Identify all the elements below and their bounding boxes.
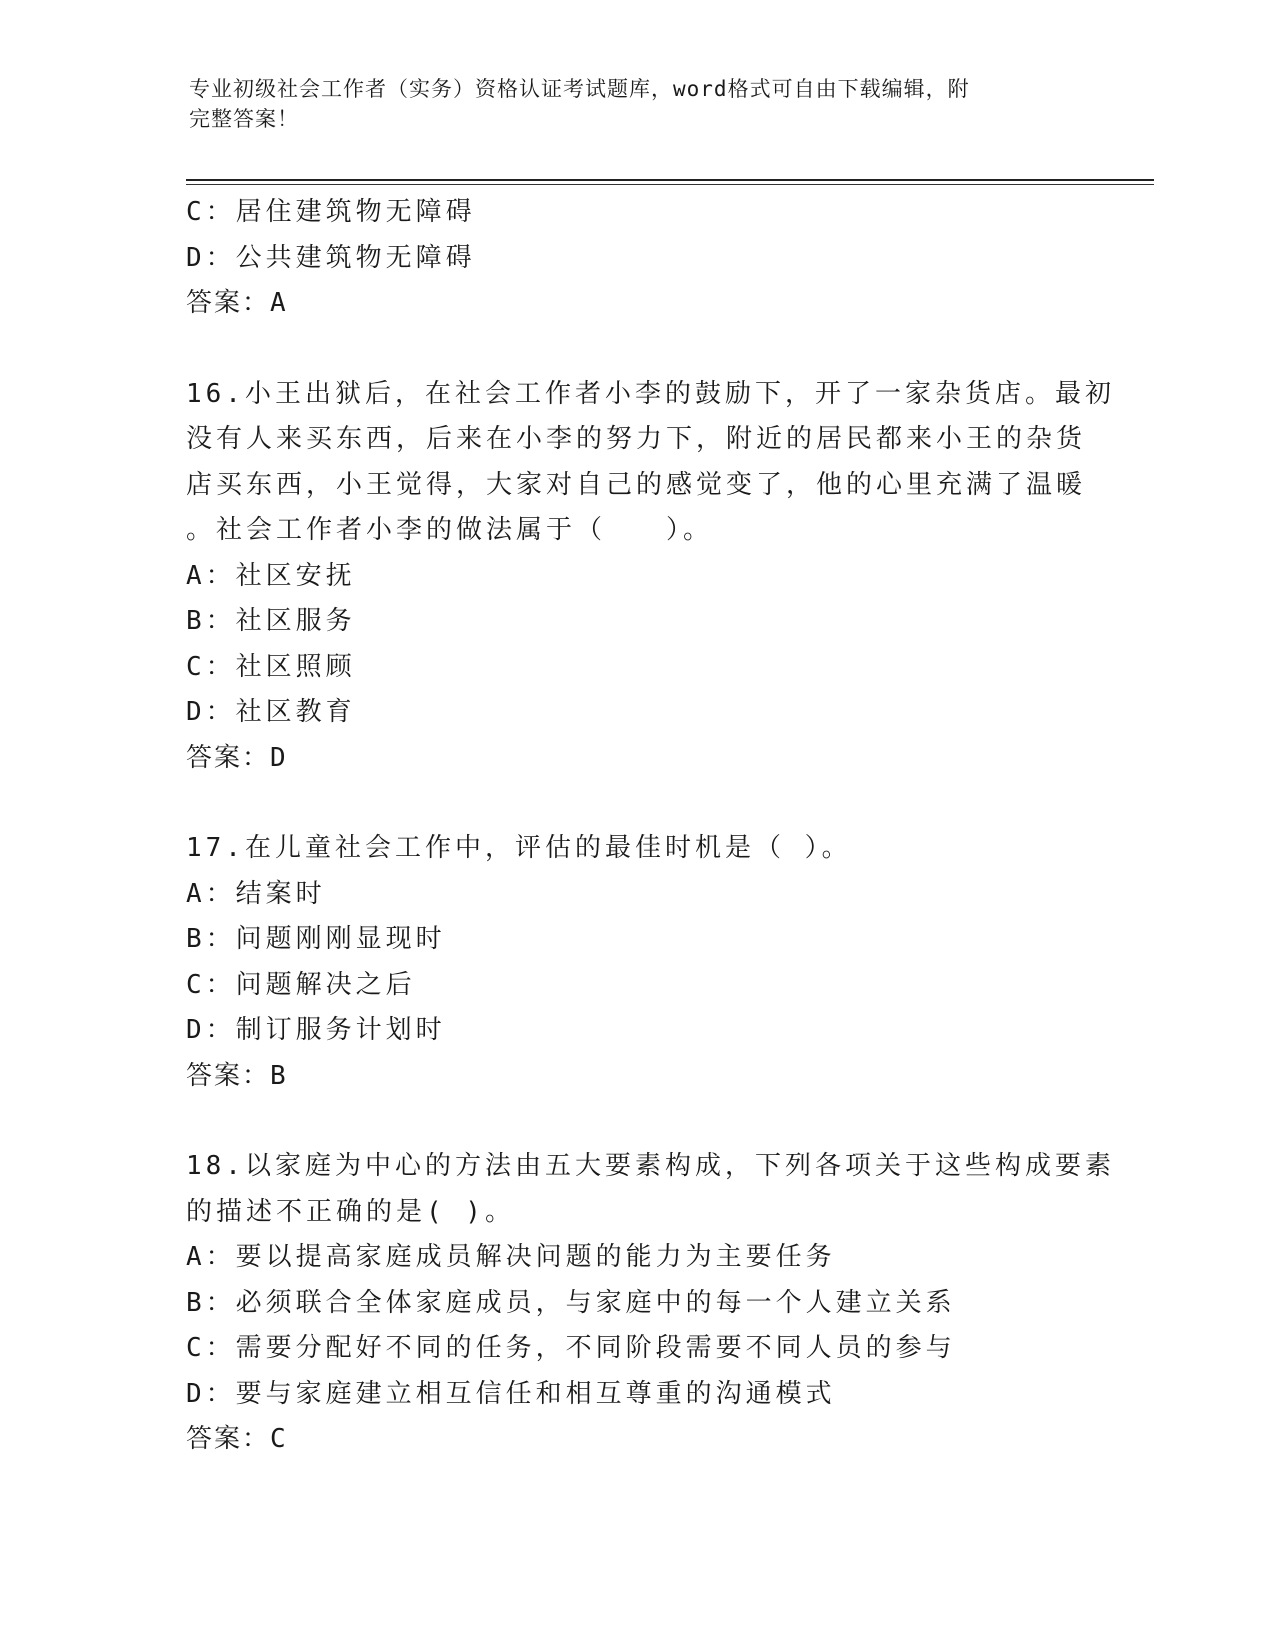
option-d: D：要与家庭建立相互信任和相互尊重的沟通模式 bbox=[186, 1378, 836, 1409]
question-text-line: 17.在儿童社会工作中，评估的最佳时机是（ ）。 bbox=[186, 833, 852, 863]
question-text-line: 店买东西，小王觉得，大家对自己的感觉变了，他的心里充满了温暖 bbox=[186, 469, 1087, 500]
header-rule-thin bbox=[186, 184, 1154, 185]
document-header bbox=[189, 74, 1089, 134]
header-line-2: 完整答案！ bbox=[189, 107, 299, 131]
answer-line: 答案：C bbox=[186, 1424, 288, 1454]
option-a: A：社区安抚 bbox=[186, 560, 356, 591]
option-c: C：问题解决之后 bbox=[186, 969, 416, 1000]
carryover-block bbox=[186, 190, 1086, 327]
question-17 bbox=[186, 826, 1086, 1099]
header-line-1: 专业初级社会工作者（实务）资格认证考试题库，word格式可自由下载编辑，附 bbox=[189, 77, 970, 101]
question-text-line: 18.以家庭为中心的方法由五大要素构成，下列各项关于这些构成要素 bbox=[186, 1151, 1115, 1181]
header-rule-thick bbox=[186, 179, 1154, 181]
question-text-line: 16.小王出狱后，在社会工作者小李的鼓励下，开了一家杂货店。最初 bbox=[186, 378, 1115, 409]
answer-line: 答案：B bbox=[186, 1060, 288, 1091]
option-b: B：社区服务 bbox=[186, 606, 356, 636]
option-d: D：公共建筑物无障碍 bbox=[186, 242, 476, 273]
option-d: D：制订服务计划时 bbox=[186, 1015, 446, 1045]
question-text-line: 没有人来买东西，后来在小李的努力下，附近的居民都来小王的杂货 bbox=[186, 424, 1087, 454]
answer-line: 答案：D bbox=[186, 742, 288, 773]
option-b: B：必须联合全体家庭成员，与家庭中的每一个人建立关系 bbox=[186, 1287, 956, 1318]
option-d: D：社区教育 bbox=[186, 697, 356, 727]
answer-line: 答案：A bbox=[186, 288, 288, 318]
question-text-line: 的描述不正确的是( )。 bbox=[186, 1196, 515, 1227]
option-c: C：社区照顾 bbox=[186, 651, 356, 682]
option-a: A：结案时 bbox=[186, 878, 326, 909]
option-c: C：需要分配好不同的任务，不同阶段需要不同人员的参与 bbox=[186, 1333, 956, 1363]
option-b: B：问题刚刚显现时 bbox=[186, 924, 446, 954]
option-c: C：居住建筑物无障碍 bbox=[186, 197, 476, 227]
question-16 bbox=[186, 372, 1115, 782]
question-text-line: 。社会工作者小李的做法属于（ ）。 bbox=[186, 515, 714, 545]
question-content bbox=[186, 190, 1115, 1463]
option-a: A：要以提高家庭成员解决问题的能力为主要任务 bbox=[186, 1242, 836, 1272]
question-18 bbox=[186, 1144, 1115, 1463]
